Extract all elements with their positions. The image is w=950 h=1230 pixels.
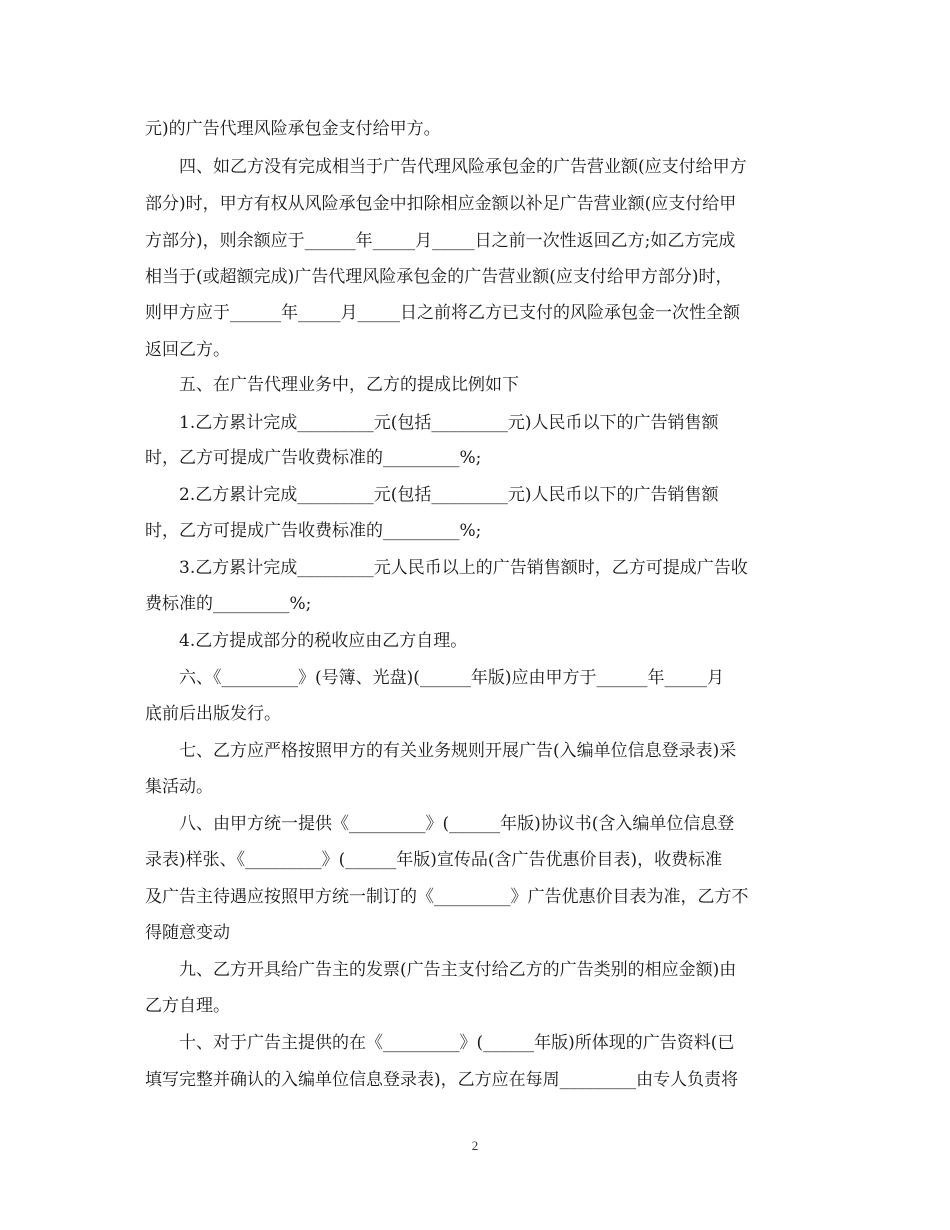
text-line: 4.乙方提成部分的税收应由乙方自理。 <box>179 631 468 651</box>
text-line: 相当于(或超额完成)广告代理风险承包金的广告营业额(应支付给甲方部分)时， <box>145 267 733 287</box>
text-line: 费标准的_________%; <box>145 594 312 614</box>
text-line: 乙方自理。 <box>145 996 230 1016</box>
text-line: 时，乙方可提成广告收费标准的_________%; <box>145 521 482 541</box>
text-line: 部分)时，甲方有权从风险承包金中扣除相应金额以补足广告营业额(应支付给甲 <box>145 194 737 214</box>
text-line: 录表)样张、《_________》(______年版)宣传品(含广告优惠价目表)，收费标准 <box>145 850 723 870</box>
text-line: 2.乙方累计完成_________元(包括_________元)人民币以下的广告销售额 <box>179 485 719 505</box>
text-line: 六、《_________》(号簿、光盘)(______年版)应由甲方于______年_____月 <box>179 668 725 688</box>
text-line: 填写完整并确认的入编单位信息登录表)，乙方应在每周_________由专人负责将 <box>145 1070 739 1090</box>
text-line: 底前后出版发行。 <box>145 704 281 724</box>
text-line: 则甲方应于______年_____月_____日之前将乙方已支付的风险承包金一次性全额 <box>145 303 740 323</box>
text-line: 十、对于广告主提供的在《_________》(______年版)所体现的广告资料(已 <box>179 1033 735 1053</box>
text-line: 四、如乙方没有完成相当于广告代理风险承包金的广告营业额(应支付给甲方 <box>179 157 747 177</box>
text-line: 及广告主待遇应按照甲方统一制订的《_________》广告优惠价目表为准，乙方不 <box>145 887 749 907</box>
text-line: 五、在广告代理业务中，乙方的提成比例如下 <box>179 375 519 395</box>
text-line: 七、乙方应严格按照甲方的有关业务规则开展广告(入编单位信息登录表)采 <box>179 741 737 761</box>
text-line: 得随意变动 <box>145 923 230 943</box>
text-line: 元)的广告代理风险承包金支付给甲方。 <box>145 119 441 139</box>
text-line: 时，乙方可提成广告收费标准的_________%; <box>145 448 482 468</box>
text-line: 八、由甲方统一提供《_________》(______年版)协议书(含入编单位信息登 <box>179 814 735 834</box>
text-line: 集活动。 <box>145 777 213 797</box>
page-number: 2 <box>471 1138 479 1153</box>
text-line: 九、乙方开具给广告主的发票(广告主支付给乙方的广告类别的相应金额)由 <box>179 960 737 980</box>
text-line: 3.乙方累计完成_________元人民币以上的广告销售额时，乙方可提成广告收 <box>179 558 748 578</box>
text-line: 返回乙方。 <box>145 340 230 360</box>
text-line: 1.乙方累计完成_________元(包括_________元)人民币以下的广告销售额 <box>179 413 719 433</box>
text-line: 方部分)，则余额应于______年_____月_____日之前一次性返回乙方;如乙方完成 <box>145 231 736 251</box>
